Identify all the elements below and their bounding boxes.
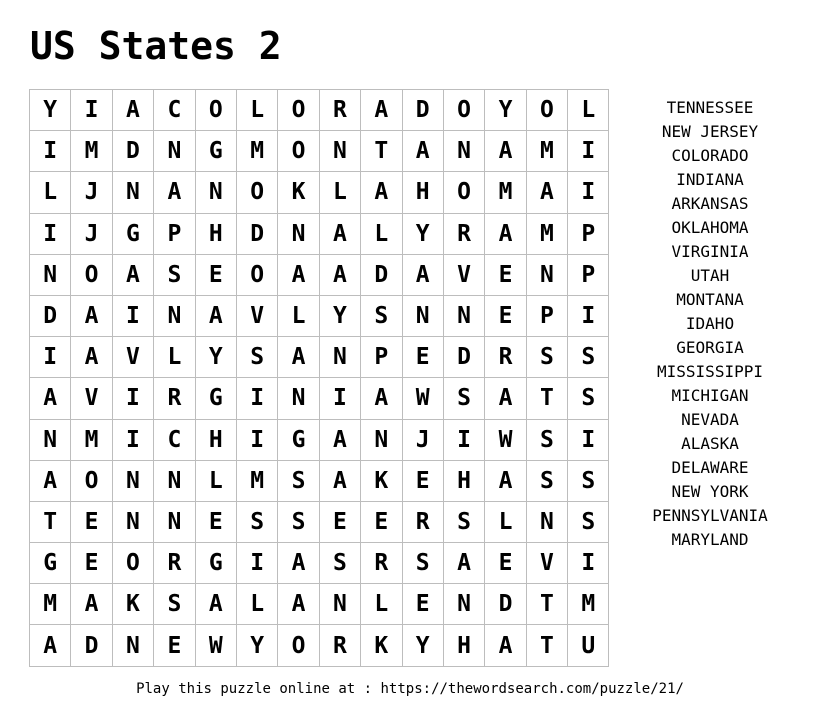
- grid-cell[interactable]: E: [485, 255, 526, 296]
- grid-cell[interactable]: R: [320, 625, 361, 666]
- grid-cell[interactable]: V: [71, 378, 112, 419]
- grid-cell[interactable]: P: [361, 337, 402, 378]
- grid-cell[interactable]: D: [113, 131, 154, 172]
- grid-cell[interactable]: J: [403, 420, 444, 461]
- grid-cell[interactable]: N: [154, 131, 195, 172]
- grid-cell[interactable]: L: [237, 90, 278, 131]
- word-list-item: COLORADO: [671, 146, 749, 165]
- grid-cell[interactable]: C: [154, 90, 195, 131]
- grid-cell[interactable]: S: [278, 461, 319, 502]
- grid-cell[interactable]: I: [71, 90, 112, 131]
- grid-cell[interactable]: E: [403, 584, 444, 625]
- grid-cell[interactable]: E: [154, 625, 195, 666]
- grid-cell[interactable]: T: [527, 625, 568, 666]
- grid-cell[interactable]: S: [237, 502, 278, 543]
- grid-cell[interactable]: U: [568, 625, 609, 666]
- grid-cell[interactable]: S: [568, 502, 609, 543]
- grid-cell[interactable]: P: [527, 296, 568, 337]
- grid-cell[interactable]: A: [527, 172, 568, 213]
- grid-cell[interactable]: N: [361, 420, 402, 461]
- grid-cell[interactable]: N: [154, 296, 195, 337]
- grid-cell[interactable]: T: [527, 378, 568, 419]
- grid-cell[interactable]: O: [527, 90, 568, 131]
- grid-cell[interactable]: N: [444, 296, 485, 337]
- grid-cell[interactable]: E: [485, 543, 526, 584]
- grid-cell[interactable]: P: [154, 214, 195, 255]
- word-list-item: INDIANA: [676, 170, 744, 189]
- grid-cell[interactable]: A: [196, 296, 237, 337]
- grid-cell[interactable]: A: [113, 90, 154, 131]
- word-list-item: NEVADA: [681, 410, 739, 429]
- grid-cell[interactable]: N: [113, 461, 154, 502]
- grid-cell[interactable]: E: [485, 296, 526, 337]
- word-list-item: NEW JERSEY: [661, 122, 759, 141]
- grid-cell[interactable]: L: [361, 214, 402, 255]
- grid-cell[interactable]: Y: [403, 214, 444, 255]
- grid-cell[interactable]: A: [30, 461, 71, 502]
- grid-cell[interactable]: P: [568, 214, 609, 255]
- grid-cell[interactable]: E: [71, 543, 112, 584]
- grid-cell[interactable]: A: [320, 214, 361, 255]
- grid-cell[interactable]: N: [403, 296, 444, 337]
- grid-cell[interactable]: T: [527, 584, 568, 625]
- grid-cell[interactable]: E: [320, 502, 361, 543]
- grid-cell[interactable]: S: [403, 543, 444, 584]
- grid-cell[interactable]: H: [196, 420, 237, 461]
- grid-cell[interactable]: I: [113, 378, 154, 419]
- grid-cell[interactable]: A: [485, 214, 526, 255]
- word-list-item: OKLAHOMA: [671, 218, 749, 237]
- grid-cell[interactable]: S: [527, 337, 568, 378]
- grid-cell[interactable]: N: [320, 131, 361, 172]
- grid-cell[interactable]: O: [278, 90, 319, 131]
- grid-cell[interactable]: M: [237, 131, 278, 172]
- grid-cell[interactable]: I: [113, 296, 154, 337]
- grid-cell[interactable]: O: [196, 90, 237, 131]
- grid-cell[interactable]: R: [154, 378, 195, 419]
- grid-cell[interactable]: A: [196, 584, 237, 625]
- grid-cell[interactable]: H: [403, 172, 444, 213]
- grid-cell[interactable]: Y: [30, 90, 71, 131]
- grid-cell[interactable]: I: [568, 543, 609, 584]
- grid-cell[interactable]: A: [71, 296, 112, 337]
- grid-cell[interactable]: O: [113, 543, 154, 584]
- grid-cell[interactable]: Y: [237, 625, 278, 666]
- word-list: [640, 96, 780, 552]
- grid-cell[interactable]: S: [568, 378, 609, 419]
- grid-cell[interactable]: Y: [196, 337, 237, 378]
- grid-cell[interactable]: P: [568, 255, 609, 296]
- grid-cell[interactable]: Y: [403, 625, 444, 666]
- grid-cell[interactable]: A: [154, 172, 195, 213]
- grid-cell[interactable]: L: [361, 584, 402, 625]
- word-list-item: MARYLAND: [671, 530, 749, 549]
- word-list-item: VIRGINIA: [671, 242, 749, 261]
- grid-cell[interactable]: I: [30, 337, 71, 378]
- grid-cell[interactable]: A: [361, 172, 402, 213]
- grid-cell[interactable]: W: [196, 625, 237, 666]
- grid-cell[interactable]: Y: [485, 90, 526, 131]
- grid-cell[interactable]: A: [278, 337, 319, 378]
- grid-cell[interactable]: N: [30, 255, 71, 296]
- grid-cell[interactable]: I: [113, 420, 154, 461]
- grid-cell[interactable]: O: [71, 255, 112, 296]
- grid-cell[interactable]: N: [113, 502, 154, 543]
- grid-cell[interactable]: N: [113, 172, 154, 213]
- grid-cell[interactable]: M: [527, 131, 568, 172]
- grid-cell[interactable]: D: [361, 255, 402, 296]
- grid-cell[interactable]: H: [444, 461, 485, 502]
- grid-cell[interactable]: A: [320, 461, 361, 502]
- grid-cell[interactable]: I: [30, 131, 71, 172]
- word-list-item: PENNSYLVANIA: [652, 506, 768, 525]
- grid-cell[interactable]: A: [485, 378, 526, 419]
- grid-cell[interactable]: V: [444, 255, 485, 296]
- grid-cell[interactable]: S: [320, 543, 361, 584]
- grid-cell[interactable]: G: [30, 543, 71, 584]
- grid-cell[interactable]: G: [196, 131, 237, 172]
- grid-cell[interactable]: M: [527, 214, 568, 255]
- grid-cell[interactable]: S: [568, 461, 609, 502]
- grid-cell[interactable]: D: [485, 584, 526, 625]
- grid-cell[interactable]: K: [361, 625, 402, 666]
- word-list-item: ARKANSAS: [671, 194, 749, 213]
- grid-cell[interactable]: E: [403, 337, 444, 378]
- grid-cell[interactable]: N: [444, 584, 485, 625]
- grid-cell[interactable]: H: [444, 625, 485, 666]
- footer-text: Play this puzzle online at : https://thewordsearch.com/puzzle/21/: [136, 681, 684, 697]
- grid-cell[interactable]: V: [113, 337, 154, 378]
- grid-cell[interactable]: O: [444, 172, 485, 213]
- grid-cell[interactable]: A: [403, 131, 444, 172]
- grid-cell[interactable]: H: [196, 214, 237, 255]
- grid-cell[interactable]: A: [444, 543, 485, 584]
- grid-cell[interactable]: S: [361, 296, 402, 337]
- word-list-item: NEW YORK: [671, 482, 749, 501]
- grid-cell[interactable]: E: [403, 461, 444, 502]
- grid-cell[interactable]: L: [196, 461, 237, 502]
- grid-cell[interactable]: K: [113, 584, 154, 625]
- grid-cell[interactable]: A: [278, 255, 319, 296]
- grid-cell[interactable]: N: [444, 131, 485, 172]
- grid-cell[interactable]: N: [30, 420, 71, 461]
- word-list-item: DELAWARE: [671, 458, 749, 477]
- grid-cell[interactable]: I: [237, 420, 278, 461]
- grid-cell[interactable]: I: [237, 378, 278, 419]
- grid-cell[interactable]: O: [278, 131, 319, 172]
- grid-cell[interactable]: O: [237, 172, 278, 213]
- grid-cell[interactable]: N: [196, 172, 237, 213]
- grid-cell[interactable]: N: [527, 502, 568, 543]
- grid-cell[interactable]: A: [30, 378, 71, 419]
- grid-cell[interactable]: S: [278, 502, 319, 543]
- grid-cell[interactable]: I: [568, 420, 609, 461]
- grid-cell[interactable]: D: [444, 337, 485, 378]
- grid-cell[interactable]: M: [237, 461, 278, 502]
- grid-cell[interactable]: E: [361, 502, 402, 543]
- grid-cell[interactable]: S: [444, 378, 485, 419]
- word-list-item: MICHIGAN: [671, 386, 749, 405]
- word-list-item: IDAHO: [685, 314, 735, 333]
- grid-cell[interactable]: A: [403, 255, 444, 296]
- grid-cell[interactable]: I: [237, 543, 278, 584]
- grid-cell[interactable]: J: [71, 214, 112, 255]
- grid-cell[interactable]: E: [71, 502, 112, 543]
- grid-cell[interactable]: R: [361, 543, 402, 584]
- grid-cell[interactable]: W: [485, 420, 526, 461]
- grid-cell[interactable]: A: [30, 625, 71, 666]
- grid-cell[interactable]: L: [30, 172, 71, 213]
- grid-cell[interactable]: A: [71, 337, 112, 378]
- grid-cell[interactable]: A: [485, 131, 526, 172]
- grid-cell[interactable]: A: [320, 255, 361, 296]
- grid-cell[interactable]: A: [361, 90, 402, 131]
- grid-cell[interactable]: D: [30, 296, 71, 337]
- grid-cell[interactable]: L: [237, 584, 278, 625]
- grid-cell[interactable]: G: [196, 543, 237, 584]
- grid-cell[interactable]: I: [568, 172, 609, 213]
- grid-cell[interactable]: A: [278, 584, 319, 625]
- grid-cell[interactable]: T: [361, 131, 402, 172]
- grid-cell[interactable]: R: [320, 90, 361, 131]
- grid-cell[interactable]: S: [237, 337, 278, 378]
- grid-cell[interactable]: N: [113, 625, 154, 666]
- word-list-item: TENNESSEE: [666, 98, 754, 117]
- grid-cell[interactable]: A: [485, 625, 526, 666]
- grid-cell[interactable]: N: [278, 214, 319, 255]
- letter-grid[interactable]: [29, 89, 609, 667]
- grid-cell[interactable]: R: [444, 214, 485, 255]
- grid-cell[interactable]: L: [568, 90, 609, 131]
- grid-cell[interactable]: O: [237, 255, 278, 296]
- grid-cell[interactable]: O: [278, 625, 319, 666]
- grid-cell[interactable]: N: [320, 337, 361, 378]
- grid-cell[interactable]: M: [568, 584, 609, 625]
- grid-cell[interactable]: I: [320, 378, 361, 419]
- grid-cell[interactable]: N: [278, 378, 319, 419]
- grid-cell[interactable]: D: [403, 90, 444, 131]
- grid-cell[interactable]: L: [485, 502, 526, 543]
- word-list-item: ALASKA: [681, 434, 739, 453]
- grid-cell[interactable]: N: [320, 584, 361, 625]
- grid-cell[interactable]: M: [30, 584, 71, 625]
- grid-cell[interactable]: S: [527, 461, 568, 502]
- grid-cell[interactable]: I: [568, 131, 609, 172]
- grid-cell[interactable]: R: [403, 502, 444, 543]
- grid-cell[interactable]: O: [71, 461, 112, 502]
- grid-cell[interactable]: A: [320, 420, 361, 461]
- grid-cell[interactable]: E: [196, 502, 237, 543]
- grid-cell[interactable]: A: [361, 378, 402, 419]
- grid-cell[interactable]: I: [30, 214, 71, 255]
- puzzle-title: US States 2: [30, 24, 282, 68]
- grid-cell[interactable]: G: [278, 420, 319, 461]
- word-list-item: UTAH: [690, 266, 730, 285]
- grid-cell[interactable]: M: [71, 131, 112, 172]
- grid-cell[interactable]: D: [237, 214, 278, 255]
- grid-cell[interactable]: L: [154, 337, 195, 378]
- grid-cell[interactable]: S: [154, 255, 195, 296]
- grid-cell[interactable]: K: [278, 172, 319, 213]
- grid-cell[interactable]: I: [568, 296, 609, 337]
- grid-cell[interactable]: N: [154, 461, 195, 502]
- grid-cell[interactable]: S: [444, 502, 485, 543]
- grid-cell[interactable]: A: [113, 255, 154, 296]
- grid-cell[interactable]: Y: [320, 296, 361, 337]
- grid-cell[interactable]: M: [485, 172, 526, 213]
- grid-cell[interactable]: R: [485, 337, 526, 378]
- grid-cell[interactable]: A: [278, 543, 319, 584]
- grid-cell[interactable]: N: [527, 255, 568, 296]
- word-list-item: GEORGIA: [676, 338, 744, 357]
- grid-cell[interactable]: V: [527, 543, 568, 584]
- grid-cell[interactable]: V: [237, 296, 278, 337]
- grid-cell[interactable]: S: [568, 337, 609, 378]
- grid-cell[interactable]: C: [154, 420, 195, 461]
- grid-cell[interactable]: R: [154, 543, 195, 584]
- grid-cell[interactable]: G: [196, 378, 237, 419]
- word-list-item: MISSISSIPPI: [657, 362, 763, 381]
- grid-cell[interactable]: W: [403, 378, 444, 419]
- grid-cell[interactable]: I: [444, 420, 485, 461]
- grid-cell[interactable]: J: [71, 172, 112, 213]
- grid-cell[interactable]: T: [30, 502, 71, 543]
- grid-cell[interactable]: A: [71, 584, 112, 625]
- grid-cell[interactable]: M: [71, 420, 112, 461]
- grid-cell[interactable]: K: [361, 461, 402, 502]
- grid-cell[interactable]: G: [113, 214, 154, 255]
- grid-cell[interactable]: D: [71, 625, 112, 666]
- grid-cell[interactable]: A: [485, 461, 526, 502]
- grid-cell[interactable]: E: [196, 255, 237, 296]
- grid-cell[interactable]: N: [154, 502, 195, 543]
- grid-cell[interactable]: L: [320, 172, 361, 213]
- word-list-item: MONTANA: [676, 290, 744, 309]
- grid-cell[interactable]: S: [154, 584, 195, 625]
- grid-cell[interactable]: S: [527, 420, 568, 461]
- grid-cell[interactable]: L: [278, 296, 319, 337]
- grid-cell[interactable]: O: [444, 90, 485, 131]
